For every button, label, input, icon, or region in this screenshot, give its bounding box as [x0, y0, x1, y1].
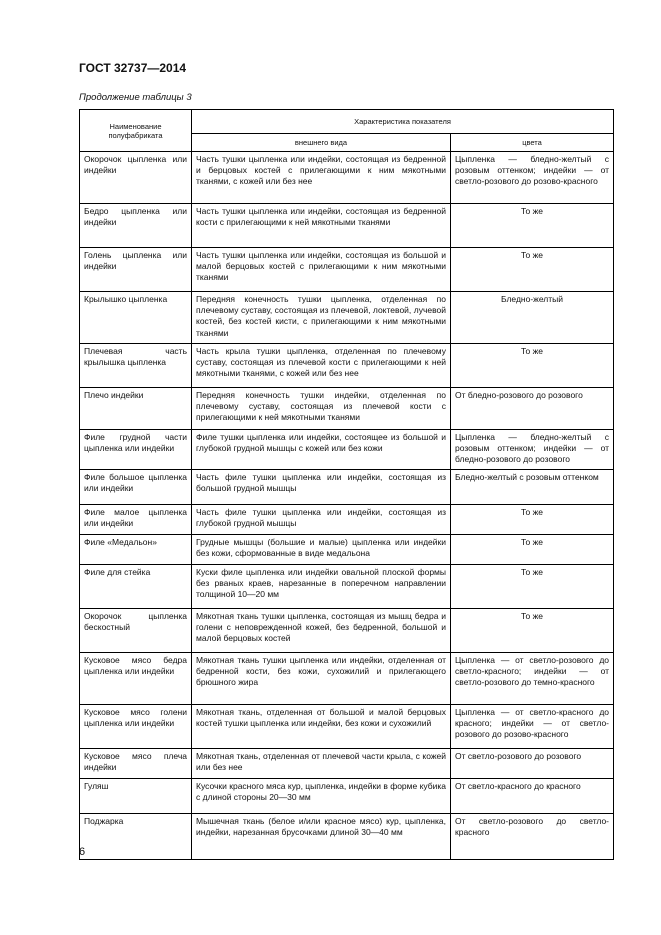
cell-appearance: Мякотная ткань, отделенная от плечевой части крыла, с кожей или без нее — [192, 749, 451, 779]
table-caption: Продолжение таблицы 3 — [79, 92, 192, 103]
cell-color: От светло-розового до светло-красного — [451, 814, 614, 860]
table-row — [80, 470, 614, 505]
table-row — [80, 749, 614, 779]
page-number: 6 — [79, 846, 86, 858]
cell-color: Цыпленка — бледно-желтый с розовым оттенком; индейки — от бледно-розового до розового — [451, 430, 614, 470]
cell-name: Плечевая часть крылышка цыпленка — [80, 344, 192, 388]
cell-appearance: Филе тушки цыпленка или индейки, состоящее из большой и глубокой грудной мышцы с кожей или без кожи — [192, 430, 451, 470]
table-row — [80, 344, 614, 388]
table-row — [80, 565, 614, 609]
table-row — [80, 653, 614, 705]
table-row — [80, 705, 614, 749]
cell-name: Бедро цыпленка или индейки — [80, 204, 192, 248]
cell-color: Цыпленка — бледно-желтый с розовым оттенком; индейки — от светло-розового до розово-красного — [451, 152, 614, 204]
cell-appearance: Часть филе тушки цыпленка или индейки, состоящая из глубокой грудной мышцы — [192, 505, 451, 535]
table-row — [80, 814, 614, 860]
cell-name: Кусковое мясо бедра цыпленка или индейки — [80, 653, 192, 705]
cell-color: Цыпленка — от светло-розового до светло-красного; индейки — от светло-розового до темно-красного — [451, 653, 614, 705]
cell-color: От светло-красного до красного — [451, 779, 614, 814]
cell-name: Плечо индейки — [80, 388, 192, 430]
cell-name: Поджарка — [80, 814, 192, 860]
product-table — [79, 109, 614, 860]
header-name: Наименование полуфабриката — [80, 110, 192, 152]
cell-name: Филе малое цыпленка или индейки — [80, 505, 192, 535]
cell-appearance: Грудные мышцы (большие и малые) цыпленка или индейки без кожи, сформованные в виде медальона — [192, 535, 451, 565]
table-row — [80, 292, 614, 344]
cell-color: То же — [451, 535, 614, 565]
table-row — [80, 535, 614, 565]
cell-appearance: Часть тушки цыпленка или индейки, состоящая из бедренной кости с прилегающими к ней мякотными тканями — [192, 204, 451, 248]
cell-color: Бледно-желтый с розовым оттенком — [451, 470, 614, 505]
cell-color: То же — [451, 204, 614, 248]
cell-name: Филе «Медальон» — [80, 535, 192, 565]
table-row — [80, 248, 614, 292]
table-row — [80, 779, 614, 814]
table-row — [80, 388, 614, 430]
table-row — [80, 152, 614, 204]
cell-color: То же — [451, 565, 614, 609]
standard-code: ГОСТ 32737—2014 — [79, 61, 187, 75]
cell-appearance: Часть тушки цыпленка или индейки, состоящая из бедренной и берцовых костей с прилегающими к ним мякотными тканями, с кожей или без нее — [192, 152, 451, 204]
cell-name: Гуляш — [80, 779, 192, 814]
cell-color: Бледно-желтый — [451, 292, 614, 344]
cell-name: Голень цыпленка или индейки — [80, 248, 192, 292]
cell-appearance: Мышечная ткань (белое и/или красное мясо) кур, цыпленка, индейки, нарезанная брусочками длиной 30—40 мм — [192, 814, 451, 860]
cell-color: То же — [451, 609, 614, 653]
cell-name: Филе грудной части цыпленка или индейки — [80, 430, 192, 470]
table-row — [80, 505, 614, 535]
cell-name: Кусковое мясо голени цыпленка или индейки — [80, 705, 192, 749]
table-row — [80, 204, 614, 248]
cell-name: Крылышко цыпленка — [80, 292, 192, 344]
cell-appearance: Мякотная ткань тушки цыпленка, состоящая из мышц бедра и голени с неповрежденной кожей, без бедренной, большой и малой берцовых костей — [192, 609, 451, 653]
header-characteristic: Характеристика показателя — [192, 110, 614, 134]
cell-color: То же — [451, 505, 614, 535]
cell-appearance: Часть филе тушки цыпленка или индейки, состоящая из большой грудной мышцы — [192, 470, 451, 505]
table-row — [80, 609, 614, 653]
header-color: цвета — [451, 134, 614, 152]
cell-color: Цыпленка — от светло-красного до красного; индейки — от светло-розового до розово-красного — [451, 705, 614, 749]
cell-name: Окорочок цыпленка бескостный — [80, 609, 192, 653]
cell-color: От светло-розового до розового — [451, 749, 614, 779]
cell-appearance: Мякотная ткань, отделенная от большой и малой берцовых костей тушки цыпленка или индейки, без кожи и сухожилий — [192, 705, 451, 749]
cell-appearance: Передняя конечность тушки цыпленка, отделенная по плечевому суставу, состоящая из плечевой, локтевой, лучевой костей, без костей кисти, с прилегающими к ним мякотными тканями — [192, 292, 451, 344]
cell-color: То же — [451, 248, 614, 292]
cell-appearance: Кусочки красного мяса кур, цыпленка, индейки в форме кубика с длиной стороны 20—30 мм — [192, 779, 451, 814]
table-row — [80, 430, 614, 470]
cell-name: Филе для стейка — [80, 565, 192, 609]
cell-name: Филе большое цыпленка или индейки — [80, 470, 192, 505]
cell-appearance: Передняя конечность тушки индейки, отделенная по плечевому суставу, состоящая из плечевой кости с прилегающими к ней мякотными тканями — [192, 388, 451, 430]
cell-name: Кусковое мясо плеча индейки — [80, 749, 192, 779]
cell-color: То же — [451, 344, 614, 388]
header-appearance: внешнего вида — [192, 134, 451, 152]
cell-appearance: Куски филе цыпленка или индейки овальной плоской формы без рваных краев, нарезанные в поперечном направлении толщиной 10—20 мм — [192, 565, 451, 609]
cell-name: Окорочок цыпленка или индейки — [80, 152, 192, 204]
cell-appearance: Часть крыла тушки цыпленка, отделенная по плечевому суставу, состоящая из плечевой кости с прилегающими к ней мякотными тканями, с кожей или без нее — [192, 344, 451, 388]
cell-color: От бледно-розового до розового — [451, 388, 614, 430]
cell-appearance: Часть тушки цыпленка или индейки, состоящая из большой и малой берцовых костей с прилегающими к ним мякотными тканями — [192, 248, 451, 292]
cell-appearance: Мякотная ткань тушки цыпленка или индейки, отделенная от бедренной кости, без кожи, сухожилий и прилегающего брюшного жира — [192, 653, 451, 705]
